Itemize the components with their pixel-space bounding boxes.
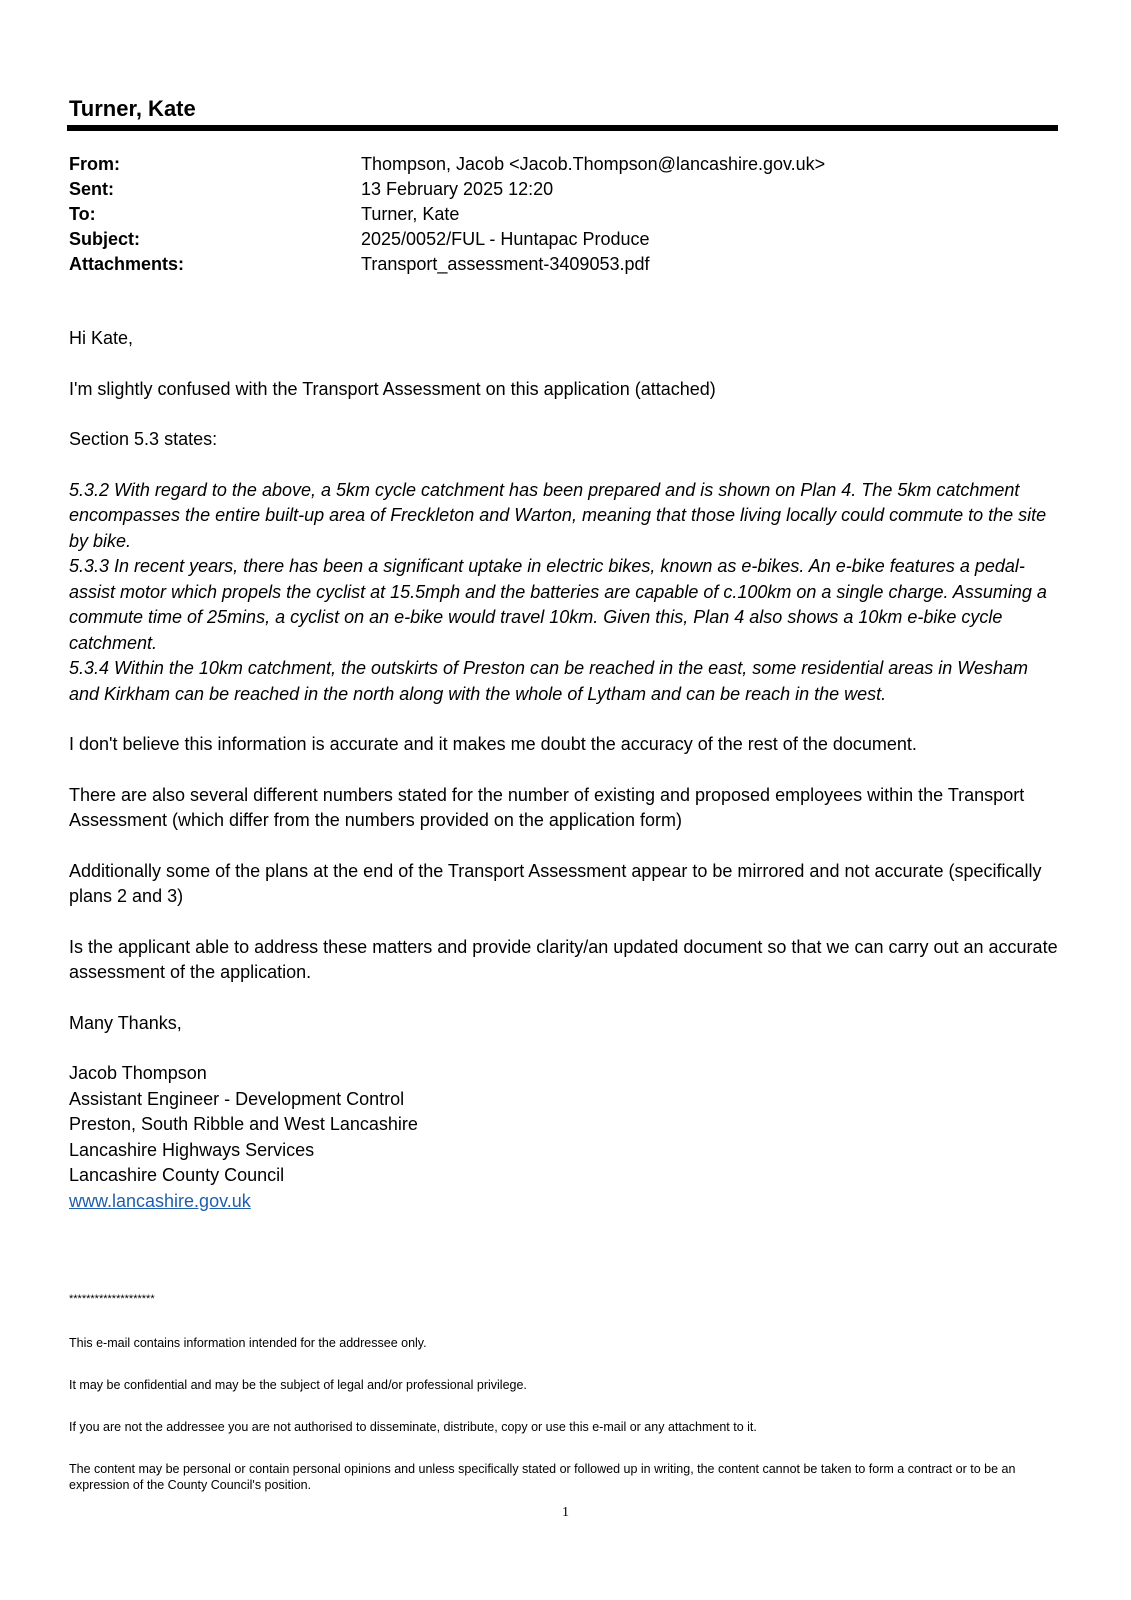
sent-value: 13 February 2025 12:20 <box>361 179 554 199</box>
disclaimer-line: It may be confidential and may be the subject of legal and/or professional privilege. <box>69 1378 527 1392</box>
section-intro: Section 5.3 states: <box>69 429 218 449</box>
accuracy-paragraph: I don't believe this information is accurate and it makes me doubt the accuracy of the rest of the document. <box>69 734 917 754</box>
signature-council: Lancashire County Council <box>69 1165 285 1185</box>
header-row-to <box>69 202 1049 227</box>
subject-value: 2025/0052/FUL - Huntapac Produce <box>361 229 650 249</box>
intro-paragraph: I'm slightly confused with the Transport Assessment on this application (attached) <box>69 378 716 399</box>
email-header <box>69 152 1049 277</box>
header-row-sent <box>69 177 1049 202</box>
disclaimer <box>69 1291 1059 1519</box>
quote-paragraph: 5.3.2 With regard to the above, a 5km cycle catchment has been prepared and is shown on Plan 4. The 5km catchment encompasses the entire built-up area of Freckleton and Warton, meaning that those living locally could commute to the site by bike. <box>69 479 1047 551</box>
quote-paragraph: 5.3.4 Within the 10km catchment, the outskirts of Preston can be reached in the east, some residential areas in Wesham and Kirkham can be reached in the north along with the whole of Lytham and can be reach in the west. <box>69 658 1029 704</box>
request-paragraph: Is the applicant able to address these matters and provide clarity/an updated document so that we can carry out an accurate assessment of the application. <box>69 936 1058 982</box>
title-divider <box>67 125 1058 131</box>
email-body <box>69 326 1059 1214</box>
signature-name: Jacob Thompson <box>69 1063 207 1083</box>
disclaimer-separator: ******************** <box>69 1293 155 1305</box>
from-value: Thompson, Jacob <Jacob.Thompson@lancashire.gov.uk> <box>361 154 826 174</box>
signature-role: Assistant Engineer - Development Control <box>69 1088 405 1109</box>
website-link[interactable]: www.lancashire.gov.uk <box>69 1190 251 1211</box>
to-value: Turner, Kate <box>361 204 460 224</box>
quote-paragraph: 5.3.3 In recent years, there has been a significant uptake in electric bikes, known as e-bikes. An e-bike features a pedal-assist motor which propels the cyclist at 15.5mph and the batteries are capable of c.100km on a single charge. Assuming a commute time of 25mins, a cyclist on an e-bike would travel 10km. Given this, Plan 4 also shows a 10km e-bike cycle catchment. <box>69 556 1047 653</box>
disclaimer-line: This e-mail contains information intended for the addressee only. <box>69 1336 427 1350</box>
subject-label: Subject: <box>69 229 141 249</box>
from-label: From: <box>69 154 120 174</box>
attachments-value: Transport_assessment-3409053.pdf <box>361 254 650 274</box>
sent-label: Sent: <box>69 179 114 199</box>
attachments-label: Attachments: <box>69 254 185 274</box>
header-row-attachments <box>69 252 1049 277</box>
signature-area: Preston, South Ribble and West Lancashire <box>69 1114 418 1134</box>
recipient-title: Turner, Kate <box>69 96 196 121</box>
signature-block <box>69 1061 1059 1214</box>
disclaimer-line: If you are not the addressee you are not authorised to disseminate, distribute, copy or use this e-mail or any attachment to it. <box>69 1420 757 1434</box>
disclaimer-line: The content may be personal or contain personal opinions and unless specifically stated or followed up in writing, the content cannot be taken to form a contract or to be an expression of the County Council's position. <box>69 1462 1016 1492</box>
greeting: Hi Kate, <box>69 328 134 348</box>
quoted-section <box>69 478 1059 708</box>
page-number: 1 <box>562 1505 569 1520</box>
to-label: To: <box>69 204 96 224</box>
plans-paragraph: Additionally some of the plans at the end of the Transport Assessment appear to be mirrored and not accurate (specifically plans 2 and 3) <box>69 860 1042 906</box>
signature-service: Lancashire Highways Services <box>69 1139 315 1160</box>
header-row-from <box>69 152 1049 177</box>
header-row-subject <box>69 227 1049 252</box>
employees-paragraph: There are also several different numbers stated for the number of existing and proposed employees within the Transport Assessment (which differ from the numbers provided on the application form) <box>69 784 1025 830</box>
signoff: Many Thanks, <box>69 1012 182 1033</box>
